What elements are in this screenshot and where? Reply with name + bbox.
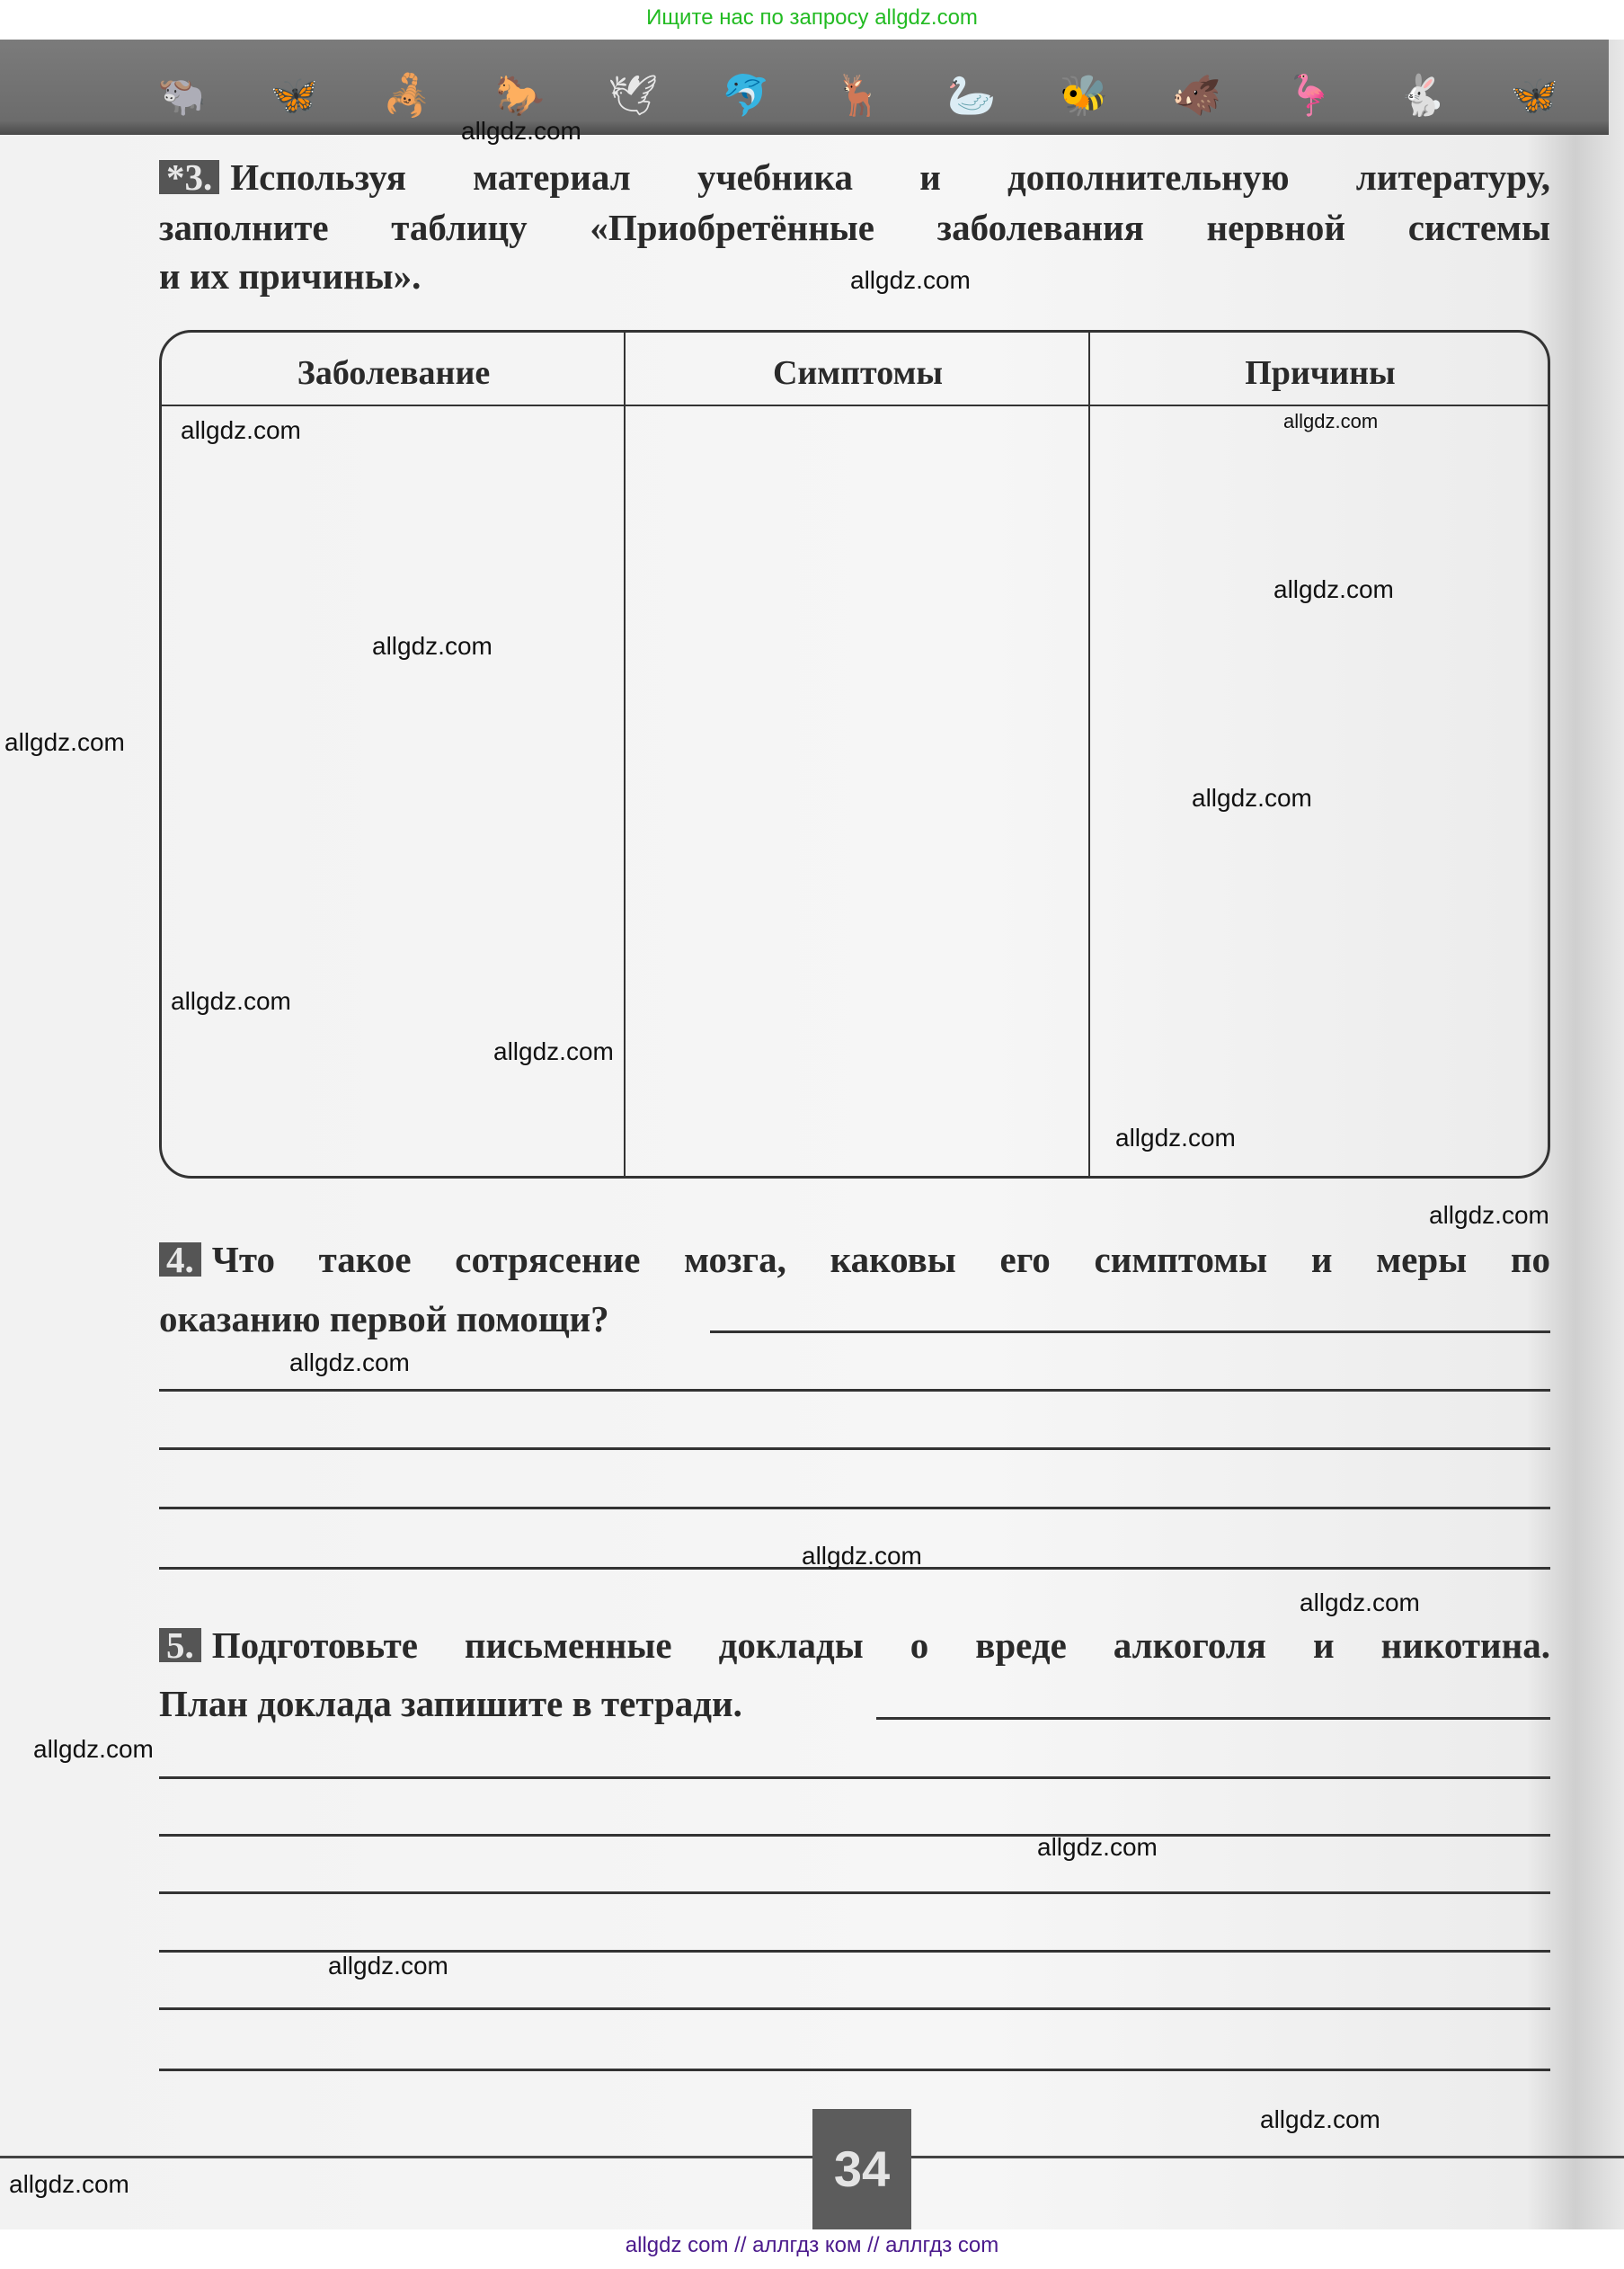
column-header-symptoms: Симптомы (772, 354, 944, 392)
answer-line[interactable] (159, 1776, 1550, 1779)
table-cell-symptoms[interactable] (626, 406, 1088, 1176)
watermark: allgdz.com (493, 1037, 614, 1065)
watermark: allgdz.com (1283, 410, 1379, 432)
task-text: Используя материал учебника и дополнительную литературу, (230, 156, 1550, 198)
animal-silhouettes (157, 72, 1559, 119)
watermark: allgdz.com (461, 117, 581, 145)
answer-line[interactable] (159, 2069, 1550, 2071)
answer-line[interactable] (159, 1389, 1550, 1392)
watermark: allgdz.com (33, 1735, 154, 1763)
table-cell-causes[interactable] (1090, 406, 1548, 1176)
task4-line2: оказанию первой помощи? (159, 1298, 609, 1339)
butterfly-icon: 🦋 (1510, 73, 1559, 119)
task3-line2: заполните таблицу «Приобретённые заболевания нервной системы (159, 207, 1550, 248)
answer-line[interactable] (710, 1330, 1550, 1333)
watermark: allgdz.com (1300, 1588, 1420, 1616)
answer-line[interactable] (159, 1447, 1550, 1450)
watermark: allgdz.com (4, 728, 125, 756)
task3-line3: и их причины». (159, 255, 422, 297)
task5-line2: План доклада запишите в тетради. (159, 1683, 742, 1724)
task4-line1 (159, 1235, 1550, 1284)
watermark: allgdz.com (1429, 1201, 1549, 1229)
watermark: allgdz.com (1273, 575, 1394, 603)
answer-line[interactable] (159, 1834, 1550, 1837)
page-number: 34 (812, 2109, 911, 2229)
horse-icon: 🐎 (495, 73, 545, 119)
task-text: Подготовьте письменные доклады о вреде алкоголя и никотина. (211, 1624, 1550, 1666)
task-number: 4. (159, 1242, 201, 1277)
top-banner[interactable]: Ищите нас по запросу allgdz.com (646, 5, 978, 30)
answer-line[interactable] (159, 1891, 1550, 1894)
column-header-causes: Причины (1245, 354, 1396, 392)
watermark: allgdz.com (1115, 1124, 1236, 1152)
bison-icon: 🐃 (157, 73, 207, 119)
answer-line[interactable] (159, 1507, 1550, 1509)
dolphin-icon: 🐬 (721, 73, 771, 119)
answer-line[interactable] (876, 1717, 1550, 1720)
watermark: allgdz.com (171, 987, 291, 1015)
task5-line1 (159, 1621, 1550, 1669)
watermark: allgdz.com (328, 1952, 448, 1980)
bird-icon: 🕊 (608, 73, 659, 119)
watermark: allgdz.com (181, 416, 301, 444)
deer-icon: 🦌 (834, 73, 883, 119)
watermark: allgdz.com (850, 266, 971, 294)
answer-line[interactable] (159, 2007, 1550, 2010)
watermark: allgdz.com (1037, 1833, 1158, 1861)
task-number: 5. (159, 1628, 201, 1662)
bottom-banner[interactable]: allgdz com // аллгдз ком // аллгдз com (625, 2233, 999, 2257)
hare-icon: 🐇 (1397, 73, 1447, 119)
heron-icon: 🦢 (946, 73, 997, 119)
watermark: allgdz.com (1260, 2105, 1380, 2133)
watermark: allgdz.com (289, 1348, 410, 1376)
watermark: allgdz.com (802, 1542, 922, 1570)
bee-icon: 🐝 (1059, 73, 1109, 119)
scorpion-icon: 🦂 (382, 73, 432, 119)
butterfly-icon: 🦋 (270, 73, 320, 119)
task-number: *3. (159, 160, 219, 194)
task3-line1 (159, 153, 1550, 201)
diseases-table (159, 330, 1550, 1179)
watermark: allgdz.com (372, 632, 493, 660)
task-text: Что такое сотрясение мозга, каковы его симптомы и меры по (211, 1239, 1550, 1280)
watermark: allgdz.com (9, 2170, 129, 2198)
watermark: allgdz.com (1192, 784, 1312, 812)
column-header-disease: Заболевание (297, 354, 491, 392)
boar-icon: 🐗 (1172, 73, 1221, 119)
crane-icon: 🦩 (1284, 73, 1335, 119)
